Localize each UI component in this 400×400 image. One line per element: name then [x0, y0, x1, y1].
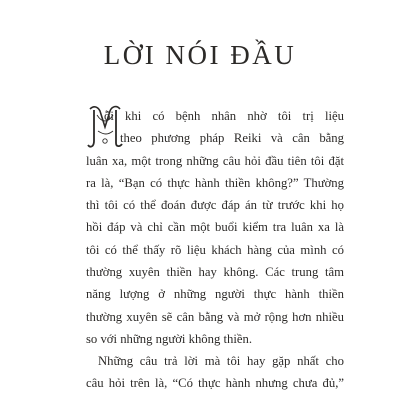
text-line: năng lượng ở những người thực hành thiền [86, 287, 344, 302]
text-line: so với những người không thiền. [86, 331, 253, 346]
text-line: ra là, “Bạn có thực hành thiền không?” Thường [86, 175, 344, 190]
text-line: thường xuyên sẽ cân bằng và mở rộng hơn nhiều [86, 309, 344, 324]
text-line: Những câu trả lời mà tôi hay gặp nhất cho [98, 354, 344, 368]
chapter-title: LỜI NÓI ĐẦU [103, 40, 297, 70]
text-line: hồi đáp và chỉ cần một buổi kiểm tra luân xa là [86, 220, 344, 235]
text-line: câu hỏi trên là, “Có thực hành nhưng chưa đủ,” [86, 376, 344, 391]
paragraph-2 [86, 350, 344, 395]
text-line: luân xa, một trong những câu hỏi đầu tiên tôi đặt [86, 153, 344, 168]
drop-cap-letter: M [104, 123, 106, 124]
text-line: thường xuyên thiền hay không. Các trung tâm [86, 265, 344, 280]
text-line: tôi có thể thấy rõ liệu khách hàng của mình có [86, 242, 344, 257]
text-line: ỗi khi có bệnh nhân nhờ tôi trị liệu [104, 109, 344, 123]
paragraph-1 [86, 105, 344, 350]
text-line: theo phương pháp Reiki và cân bằng [120, 131, 344, 146]
text-line: thì tôi có thể đoán được đáp án từ trước khi họ [86, 198, 344, 213]
